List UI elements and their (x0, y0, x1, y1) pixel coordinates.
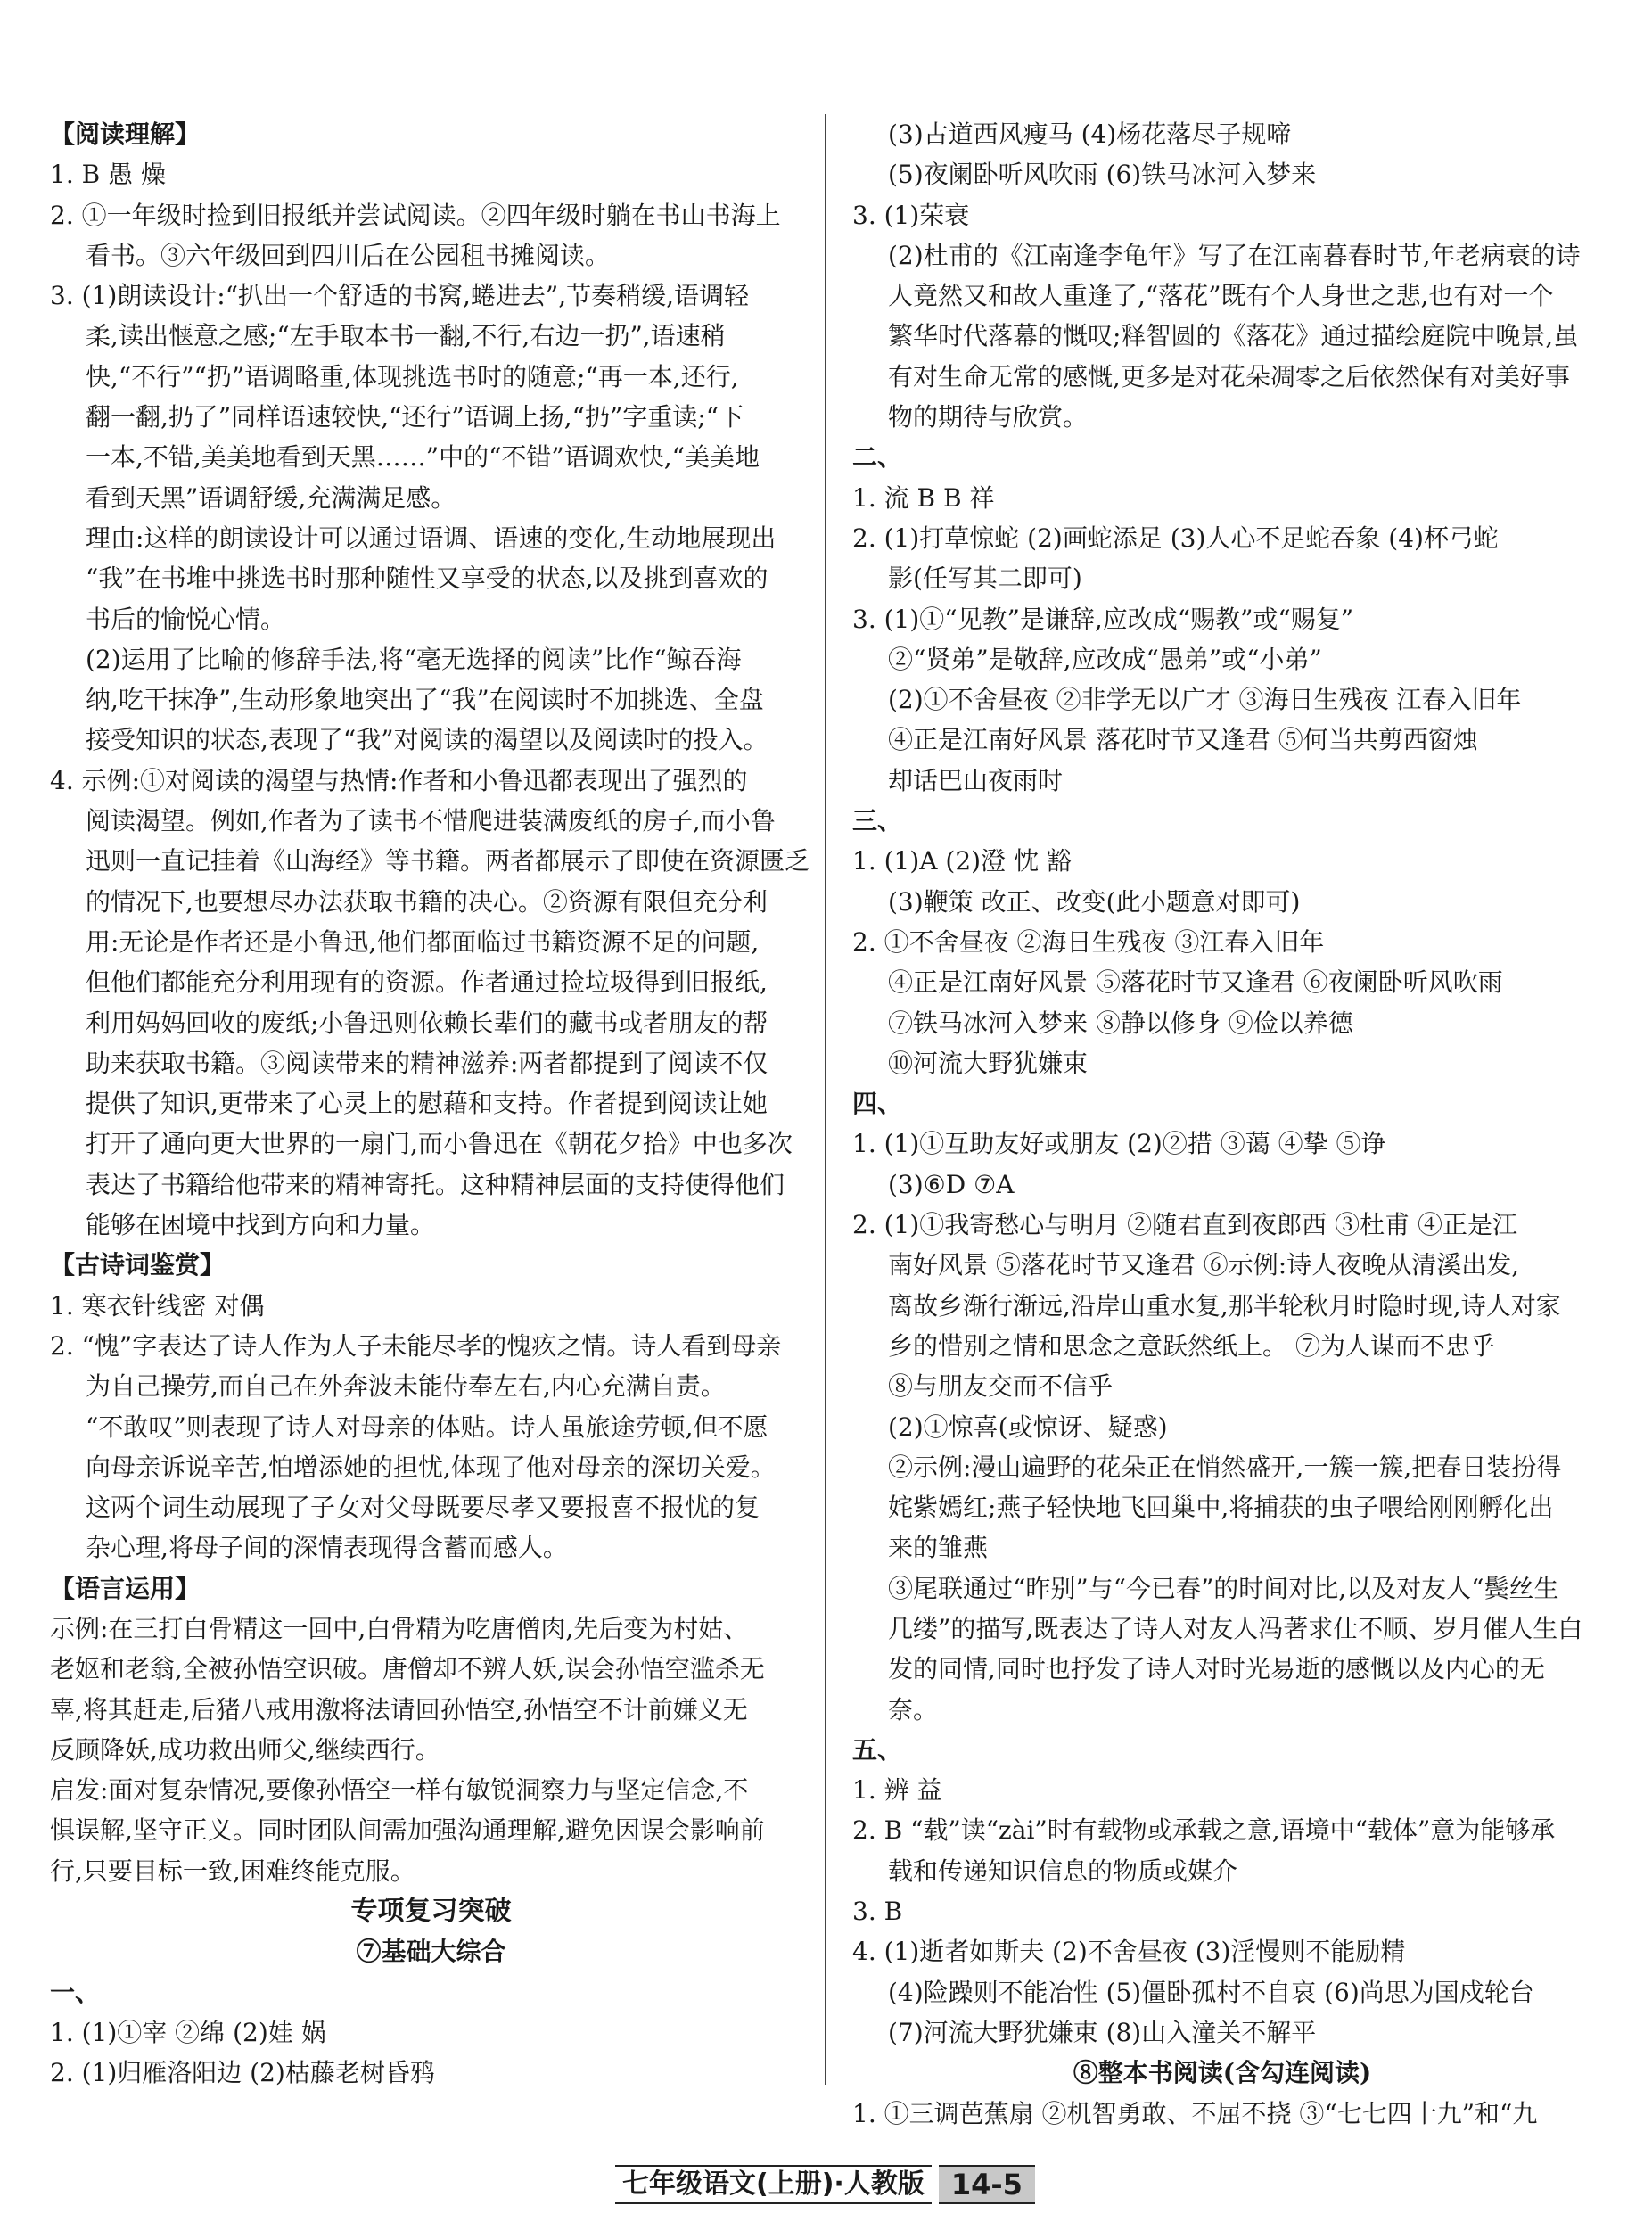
left-text-line: 专项复习突破 (350, 1896, 512, 1928)
left-text-line: 看到天黑”语调舒缓,充满满足感。 (86, 482, 456, 513)
right-text-line: 三、 (852, 806, 903, 836)
right-text-line: 1. (1)①互助友好或朋友 (2)②措 ③蔼 ④挚 ⑤诤 (852, 1129, 1386, 1159)
left-text-line: 4. 示例:①对阅读的渴望与热情:作者和小鲁迅都表现出了强烈的 (50, 765, 748, 795)
right-text-line: ②“贤弟”是敬辞,应改成“愚弟”或“小弟” (888, 644, 1322, 674)
right-text-line: (3)鞭策 改正、改变(此小题意对即可) (888, 886, 1301, 917)
left-text-line: 【阅读理解】 (50, 119, 201, 149)
left-text-line: 示例:在三打白骨精这一回中,白骨精为吃唐僧肉,先后变为村姑、 (50, 1613, 749, 1643)
right-text-line: 2. (1)打草惊蛇 (2)画蛇添足 (3)人心不足蛇吞象 (4)杯弓蛇 (852, 523, 1499, 553)
left-text-line: 2. “愧”字表达了诗人作为人子未能尽孝的愧疚之情。诗人看到母亲 (50, 1330, 782, 1361)
left-text-line: 提供了知识,更带来了心灵上的慰藉和支持。作者提到阅读让她 (86, 1089, 768, 1119)
right-text-line: 有对生命无常的感慨,更多是对花朵凋零之后依然保有对美好事 (888, 361, 1570, 391)
right-text-line: ⑧整本书阅读(含勾连阅读) (1073, 2058, 1372, 2088)
left-text-line: 书后的愉悦心情。 (86, 604, 286, 634)
left-text-line: 看书。③六年级回到四川后在公园租书摊阅读。 (86, 240, 611, 270)
right-text-line: ③尾联通过“昨别”与“今已春”的时间对比,以及对友人“鬓丝生 (888, 1573, 1559, 1603)
page-footer (615, 2165, 1035, 2204)
left-text-line: 杂心理,将母子间的深情表现得含蓄而感人。 (86, 1533, 568, 1563)
left-text-line: 用:无论是作者还是小鲁迅,他们都面临过书籍资源不足的问题, (86, 926, 760, 957)
right-text-line: ②示例:漫山遍野的花朵正在悄然盛开,一簇一簇,把春日装扮得 (888, 1452, 1562, 1482)
left-text-line: 1. (1)①宰 ②绵 (2)娃 娲 (50, 2017, 326, 2047)
right-text-line: (2)①惊喜(或惊讶、疑惑) (888, 1411, 1168, 1442)
left-text-line: 2. ①一年级时捡到旧报纸并尝试阅读。②四年级时躺在书山书海上 (50, 200, 781, 230)
left-text-line: 惧误解,坚守正义。同时团队间需加强沟通理解,避免因误会影响前 (50, 1815, 765, 1846)
right-text-line: 3. B (852, 1897, 903, 1927)
right-text-line: 影(任写其二即可) (888, 564, 1082, 594)
right-text-line: 奈。 (888, 1694, 939, 1724)
right-column (852, 114, 1592, 2134)
right-text-line: (7)河流大野犹嫌束 (8)山入潼关不解平 (888, 2017, 1317, 2047)
right-text-line: 五、 (852, 1734, 903, 1765)
left-text-line: 辜,将其赶走,后猪八戒用激将法请回孙悟空,孙悟空不计前嫌义无 (50, 1694, 748, 1724)
right-text-line: ⑩河流大野犹嫌束 (888, 1048, 1089, 1078)
right-text-line: 物的期待与欣赏。 (888, 402, 1089, 432)
right-text-line: 1. 辨 益 (852, 1775, 942, 1806)
right-text-line: 姹紫嫣红;燕子轻快地飞回巢中,将捕获的虫子喂给刚刚孵化出 (888, 1493, 1554, 1523)
left-text-line: 理由:这样的朗读设计可以通过语调、语速的变化,生动地展现出 (86, 523, 777, 553)
left-text-line: 表达了书籍给他带来的精神寄托。这种精神层面的支持使得他们 (86, 1169, 785, 1199)
left-text-line: 但他们都能充分利用现有的资源。作者通过捡垃圾得到旧报纸, (86, 967, 768, 998)
left-text-line: 的情况下,也要想尽办法获取书籍的决心。②资源有限但充分利 (86, 886, 768, 917)
left-text-line: 快,“不行”“扔”语调略重,体现挑选书时的随意;“再一本,还行, (86, 361, 739, 391)
book-title: 七年级语文(上册)·人教版 (615, 2165, 932, 2204)
right-text-line: ④正是江南好风景 落花时节又逢君 ⑤何当共剪西窗烛 (888, 725, 1478, 755)
left-text-line: 1. B 愚 燥 (50, 160, 166, 190)
right-text-line: (4)险躁则不能冶性 (5)僵卧孤村不自哀 (6)尚思为国戍轮台 (888, 1977, 1534, 2007)
left-text-line: (2)运用了比喻的修辞手法,将“毫无选择的阅读”比作“鲸吞海 (86, 644, 742, 674)
left-text-line: 纳,吃干抹净”,生动形象地突出了“我”在阅读时不加挑选、全盘 (86, 685, 764, 715)
right-text-line: (2)①不舍昼夜 ②非学无以广才 ③海日生残夜 江春入旧年 (888, 685, 1522, 715)
right-text-line: (3)⑥D ⑦A (888, 1169, 1015, 1199)
right-text-line: 1. ①三调芭蕉扇 ②机智勇敢、不屈不挠 ③“七七四十九”和“九 (852, 2098, 1538, 2128)
right-text-line: 4. (1)逝者如斯夫 (2)不舍昼夜 (3)淫慢则不能励精 (852, 1937, 1406, 1967)
right-text-line: 3. (1)荣衰 (852, 200, 970, 230)
right-text-line: (3)古道西风瘦马 (4)杨花落尽子规啼 (888, 119, 1292, 149)
right-text-line: 1. (1)A (2)澄 忱 豁 (852, 846, 1072, 876)
right-text-line: 2. ①不舍昼夜 ②海日生残夜 ③江春入旧年 (852, 926, 1325, 957)
right-text-line: (5)夜阑卧听风吹雨 (6)铁马冰河入梦来 (888, 160, 1317, 190)
left-text-line: 反顾降妖,成功救出师父,继续西行。 (50, 1734, 440, 1765)
left-text-line: ⑦基础大综合 (356, 1937, 506, 1967)
right-text-line: 1. 流 B B 祥 (852, 482, 995, 513)
left-text-line: 【语言运用】 (50, 1573, 201, 1603)
right-text-line: 乡的惜别之情和思念之意跃然纸上。 ⑦为人谋而不忠乎 (888, 1330, 1495, 1361)
left-text-line: 【古诗词鉴赏】 (50, 1250, 226, 1280)
right-text-line: ④正是江南好风景 ⑤落花时节又逢君 ⑥夜阑卧听风吹雨 (888, 967, 1503, 998)
right-text-line: 载和传递知识信息的物质或媒介 (888, 1856, 1238, 1886)
left-text-line: 迅则一直记挂着《山海经》等书籍。两者都展示了即使在资源匮乏 (86, 846, 810, 876)
left-text-line: 能够在困境中找到方向和力量。 (86, 1210, 436, 1240)
column-divider (825, 114, 826, 2085)
right-text-line: 几缕”的描写,既表达了诗人对友人冯著求仕不顺、岁月催人生白 (888, 1613, 1583, 1643)
right-text-line: 3. (1)①“见教”是谦辞,应改成“赐教”或“赐复” (852, 604, 1354, 634)
right-text-line: 发的同情,同时也抒发了诗人对时光易逝的感慨以及内心的无 (888, 1654, 1545, 1684)
left-text-line: 3. (1)朗读设计:“扒出一个舒适的书窝,蜷进去”,节奏稍缓,语调轻 (50, 281, 750, 311)
left-text-line: 这两个词生动展现了子女对父母既要尽孝又要报喜不报忧的复 (86, 1493, 760, 1523)
left-text-line: 老妪和老翁,全被孙悟空识破。唐僧却不辨人妖,误会孙悟空滥杀无 (50, 1654, 765, 1684)
right-text-line: 繁华时代落幕的慨叹;释智圆的《落花》通过描绘庭院中晚景,虽 (888, 321, 1579, 351)
left-text-line: 2. (1)归雁洛阳边 (2)枯藤老树昏鸦 (50, 2058, 435, 2088)
right-text-line: 四、 (852, 1089, 903, 1119)
right-text-line: ⑧与朋友交而不信乎 (888, 1371, 1114, 1402)
left-text-line: 接受知识的状态,表现了“我”对阅读的渴望以及阅读时的投入。 (86, 725, 768, 755)
left-text-line: 打开了通向更大世界的一扇门,而小鲁迅在《朝花夕拾》中也多次 (86, 1129, 793, 1159)
right-text-line: 南好风景 ⑤落花时节又逢君 ⑥示例:诗人夜晚从清溪出发, (888, 1250, 1520, 1280)
left-column (50, 114, 812, 2094)
left-text-line: “不敢叹”则表现了诗人对母亲的体贴。诗人虽旅途劳顿,但不愿 (86, 1411, 768, 1442)
left-text-line: “我”在书堆中挑选书时那种随性又享受的状态,以及挑到喜欢的 (86, 564, 768, 594)
left-text-line: 翻一翻,扔了”同样语速较快,“还行”语调上扬,“扔”字重读;“下 (86, 402, 744, 432)
right-text-line: 2. (1)①我寄愁心与明月 ②随君直到夜郎西 ③杜甫 ④正是江 (852, 1210, 1517, 1240)
left-text-line: 行,只要目标一致,困难终能克服。 (50, 1856, 415, 1886)
right-text-line: ⑦铁马冰河入梦来 ⑧静以修身 ⑨俭以养德 (888, 1008, 1353, 1038)
left-text-line: 启发:面对复杂情况,要像孙悟空一样有敏锐洞察力与坚定信念,不 (50, 1775, 749, 1806)
left-text-line: 利用妈妈回收的废纸;小鲁迅则依赖长辈们的藏书或者朋友的帮 (86, 1008, 768, 1038)
right-text-line: 人竟然又和故人重逢了,“落花”既有个人身世之悲,也有对一个 (888, 281, 1554, 311)
left-text-line: 一、 (50, 1977, 101, 2007)
right-text-line: 却话巴山夜雨时 (888, 765, 1064, 795)
left-text-line: 向母亲诉说辛苦,怕增添她的担忧,体现了他对母亲的深切关爱。 (86, 1452, 776, 1482)
left-text-line: 为自己操劳,而自己在外奔波未能侍奉左右,内心充满自责。 (86, 1371, 726, 1402)
left-text-line: 阅读渴望。例如,作者为了读书不惜爬进装满废纸的房子,而小鲁 (86, 806, 776, 836)
right-text-line: 离故乡渐行渐远,沿岸山重水复,那半轮秋月时隐时现,诗人对家 (888, 1290, 1561, 1321)
left-text-line: 柔,读出惬意之感;“左手取本书一翻,不行,右边一扔”,语速稍 (86, 321, 726, 351)
right-text-line: 来的雏燕 (888, 1533, 989, 1563)
right-text-line: (2)杜甫的《江南逢李龟年》写了在江南暮春时节,年老病衰的诗 (888, 240, 1581, 270)
left-text-line: 一本,不错,美美地看到天黑……”中的“不错”语调欢快,“美美地 (86, 442, 760, 473)
right-text-line: 2. B “载”读“zài”时有载物或承载之意,语境中“载体”意为能够承 (852, 1815, 1556, 1846)
right-text-line: 二、 (852, 442, 903, 473)
left-text-line: 1. 寒衣针线密 对偶 (50, 1290, 265, 1321)
page-number: 14-5 (939, 2165, 1035, 2204)
left-text-line: 助来获取书籍。③阅读带来的精神滋养:两者都提到了阅读不仅 (86, 1048, 768, 1078)
